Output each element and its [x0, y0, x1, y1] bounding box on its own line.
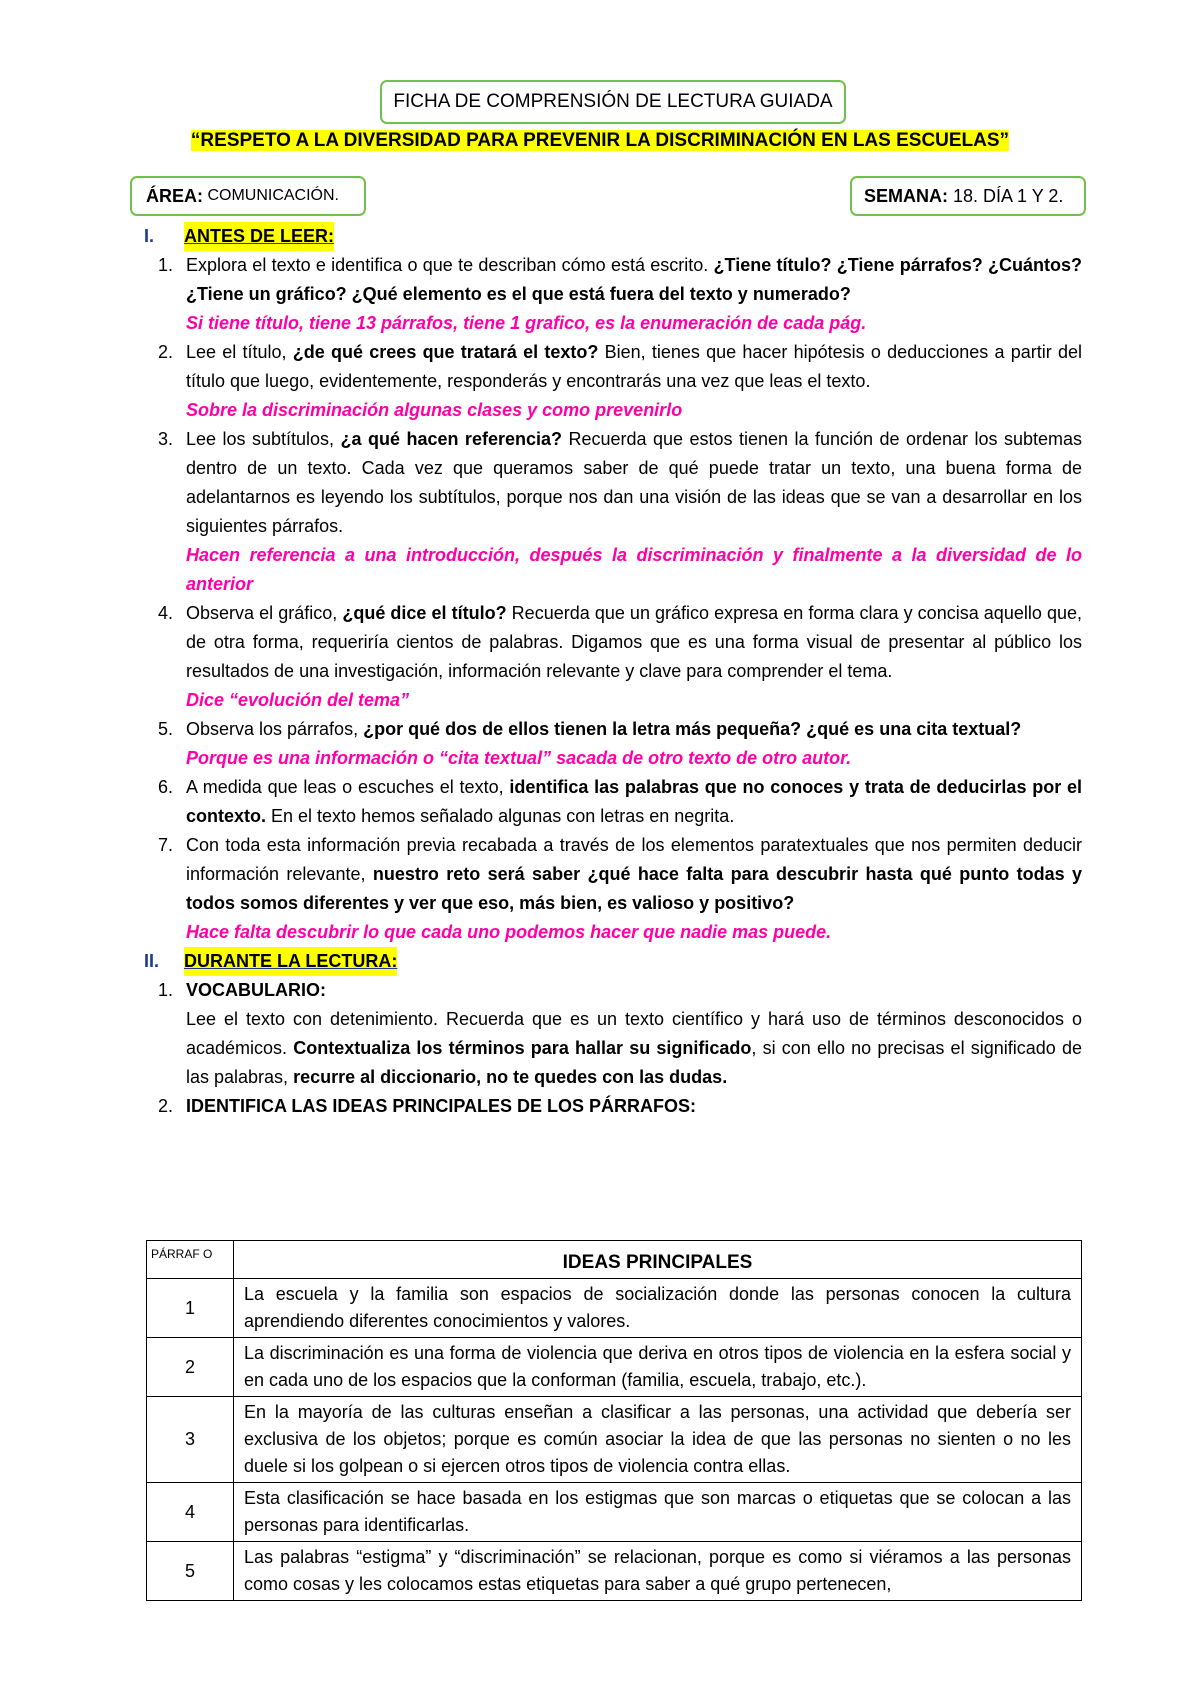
ideas-table	[146, 1240, 1082, 1601]
list-item	[144, 715, 1082, 773]
item-number: 2.	[158, 342, 174, 362]
row-number: 5	[147, 1542, 234, 1601]
list-item	[144, 251, 1082, 338]
item-text: Recuerda que un gráfico expresa en forma clara y concisa aquello que, de otra forma, requeriría cientos de palabras. Digamos que es una forma visual de presentar al público los resultados de una investigación, información relevante y clave para comprender el tema.	[186, 603, 1082, 681]
ideas-title: IDENTIFICA LAS IDEAS PRINCIPALES DE LOS PÁRRAFOS:	[186, 1096, 697, 1116]
vocab-bold: recurre al diccionario, no te quedes con las dudas.	[293, 1067, 728, 1087]
item-question: ¿qué dice el título?	[342, 603, 507, 623]
item-text: Con toda esta información previa recabada a través de los elementos paratextuales que nos permiten deducir información relevante,	[186, 835, 1082, 884]
item-answer: Porque es una información o “cita textual” sacada de otro texto de otro autor.	[186, 748, 852, 768]
document-title: FICHA DE COMPRENSIÓN DE LECTURA GUIADA	[393, 91, 833, 112]
item-answer: Hacen referencia a una introducción, después la discriminación y finalmente a la diversidad de lo anterior	[186, 545, 1082, 594]
item-text: Explora el texto e identifica o que te describan cómo está escrito.	[186, 255, 714, 275]
table-body	[147, 1279, 1082, 1601]
vocab-bold: Contextualiza los términos para hallar su significado	[293, 1038, 752, 1058]
list-item	[144, 976, 1082, 1092]
list-item	[144, 1092, 1082, 1121]
item-text: Observa los párrafos,	[186, 719, 364, 739]
vocab-title: VOCABULARIO:	[186, 980, 326, 1000]
content-body	[144, 222, 1082, 1121]
item-question: ¿por qué dos de ellos tienen la letra más pequeña? ¿qué es una cita textual?	[363, 719, 1022, 739]
item-question: ¿a qué hacen referencia?	[340, 429, 562, 449]
item-body	[186, 1092, 1082, 1121]
item-body	[186, 831, 1082, 947]
section-heading-2	[144, 947, 1082, 976]
column-header-ideas: IDEAS PRINCIPALES	[234, 1241, 1082, 1279]
item-body	[186, 251, 1082, 338]
table-row	[147, 1483, 1082, 1542]
section-title: DURANTE LA LECTURA:	[184, 947, 397, 976]
item-answer: Sobre la discriminación algunas clases y como prevenirlo	[186, 400, 683, 420]
item-number: 3.	[158, 429, 174, 449]
item-question: identifica las palabras que no conoces y trata de deducirlas por el contexto.	[186, 777, 1082, 826]
item-number: 6.	[158, 777, 174, 797]
subtitle-line	[0, 130, 1200, 152]
title-box	[380, 80, 846, 124]
document-subtitle: “RESPETO A LA DIVERSIDAD PARA PREVENIR LA DISCRIMINACIÓN EN LAS ESCUELAS”	[190, 130, 1010, 151]
row-idea: Esta clasificación se hace basada en los estigmas que son marcas o etiquetas que se colocan a las personas para identificarlas.	[234, 1483, 1082, 1542]
area-box	[130, 176, 366, 216]
row-idea: En la mayoría de las culturas enseñan a clasificar a las personas, una actividad que debería ser exclusiva de los objetos; porque es común asociar la idea de que las personas no sienten o no les duele si los golpean o si ejercen otros tipos de violencia contra ellas.	[234, 1397, 1082, 1483]
item-text: Bien, tienes que hacer hipótesis o deducciones a partir del título que luego, evidentemente, responderás y encontrarás una vez que leas el texto.	[186, 342, 1083, 391]
item-body	[186, 425, 1082, 599]
item-text: Lee el título,	[186, 342, 293, 362]
area-value: COMUNICACIÓN.	[203, 187, 339, 204]
row-idea: Las palabras “estigma” y “discriminación” se relacionan, porque es como si viéramos a las personas como cosas y les colocamos estas etiquetas para saber a qué grupo pertenecen,	[234, 1542, 1082, 1601]
item-body	[186, 715, 1082, 773]
semana-box	[850, 176, 1086, 216]
table-row	[147, 1542, 1082, 1601]
item-number: 7.	[158, 835, 174, 855]
row-number: 2	[147, 1338, 234, 1397]
table-row	[147, 1338, 1082, 1397]
item-text: Recuerda que estos tienen la función de ordenar los subtemas dentro de un texto. Cada vez que queramos saber de qué puede tratar un texto, una buena forma de adelantarnos es leyendo los subtítulos, porque nos dan una visión de las ideas que se van a desarrollar en los siguientes párrafos.	[186, 429, 1082, 536]
item-question: ¿de qué crees que tratará el texto?	[292, 342, 599, 362]
row-number: 3	[147, 1397, 234, 1483]
item-question: ¿Tiene título? ¿Tiene párrafos? ¿Cuántos? ¿Tiene un gráfico? ¿Qué elemento es el que está fuera del texto y numerado?	[186, 255, 1082, 304]
item-number: 2.	[158, 1096, 174, 1116]
item-answer: Hace falta descubrir lo que cada uno podemos hacer que nadie mas puede.	[186, 922, 832, 942]
item-text: En el texto hemos señalado algunas con letras en negrita.	[266, 806, 735, 826]
table-header-row	[147, 1241, 1082, 1279]
table-row	[147, 1397, 1082, 1483]
row-idea: La discriminación es una forma de violencia que deriva en otros tipos de violencia en la esfera social y en cada uno de los espacios que la conforman (familia, escuela, trabajo, etc.).	[234, 1338, 1082, 1397]
list-item	[144, 831, 1082, 947]
item-body	[186, 773, 1082, 831]
semana-value: 18. DÍA 1 Y 2.	[948, 185, 1064, 206]
section-number: II.	[144, 951, 160, 971]
item-body	[186, 338, 1082, 425]
item-number: 5.	[158, 719, 174, 739]
section-number: I.	[144, 226, 155, 246]
area-label: ÁREA:	[146, 185, 203, 206]
list-item	[144, 599, 1082, 715]
semana-label: SEMANA:	[864, 185, 948, 206]
vocab-text: , si con ello no precisas el significado de las palabras,	[186, 1038, 1082, 1087]
item-body	[186, 976, 1082, 1092]
item-text: Lee los subtítulos,	[186, 429, 341, 449]
item-number: 1.	[158, 980, 174, 1000]
item-answer: Dice “evolución del tema”	[186, 690, 410, 710]
item-body	[186, 599, 1082, 715]
item-text: Observa el gráfico,	[186, 603, 343, 623]
column-header-parrafo: PÁRRAF O	[147, 1241, 234, 1279]
vocab-text: Lee el texto con detenimiento. Recuerda que es un texto científico y hará uso de términos desconocidos o académicos.	[186, 1009, 1082, 1058]
item-number: 1.	[158, 255, 174, 275]
item-answer: Si tiene título, tiene 13 párrafos, tiene 1 grafico, es la enumeración de cada pág.	[186, 313, 867, 333]
row-idea: La escuela y la familia son espacios de socialización donde las personas conocen la cultura aprendiendo diferentes conocimientos y valores.	[234, 1279, 1082, 1338]
list-item	[144, 773, 1082, 831]
question-list	[144, 251, 1082, 947]
list-item	[144, 425, 1082, 599]
item-number: 4.	[158, 603, 174, 623]
row-number: 4	[147, 1483, 234, 1542]
row-number: 1	[147, 1279, 234, 1338]
list-item	[144, 338, 1082, 425]
table-row	[147, 1279, 1082, 1338]
item-text: A medida que leas o escuches el texto,	[186, 777, 510, 797]
section-title: ANTES DE LEER:	[184, 222, 334, 251]
section-heading-1	[144, 222, 1082, 251]
item-question: nuestro reto será saber ¿qué hace falta para descubrir hasta qué punto todas y todos somos diferentes y ver que eso, más bien, es valioso y positivo?	[186, 864, 1082, 913]
